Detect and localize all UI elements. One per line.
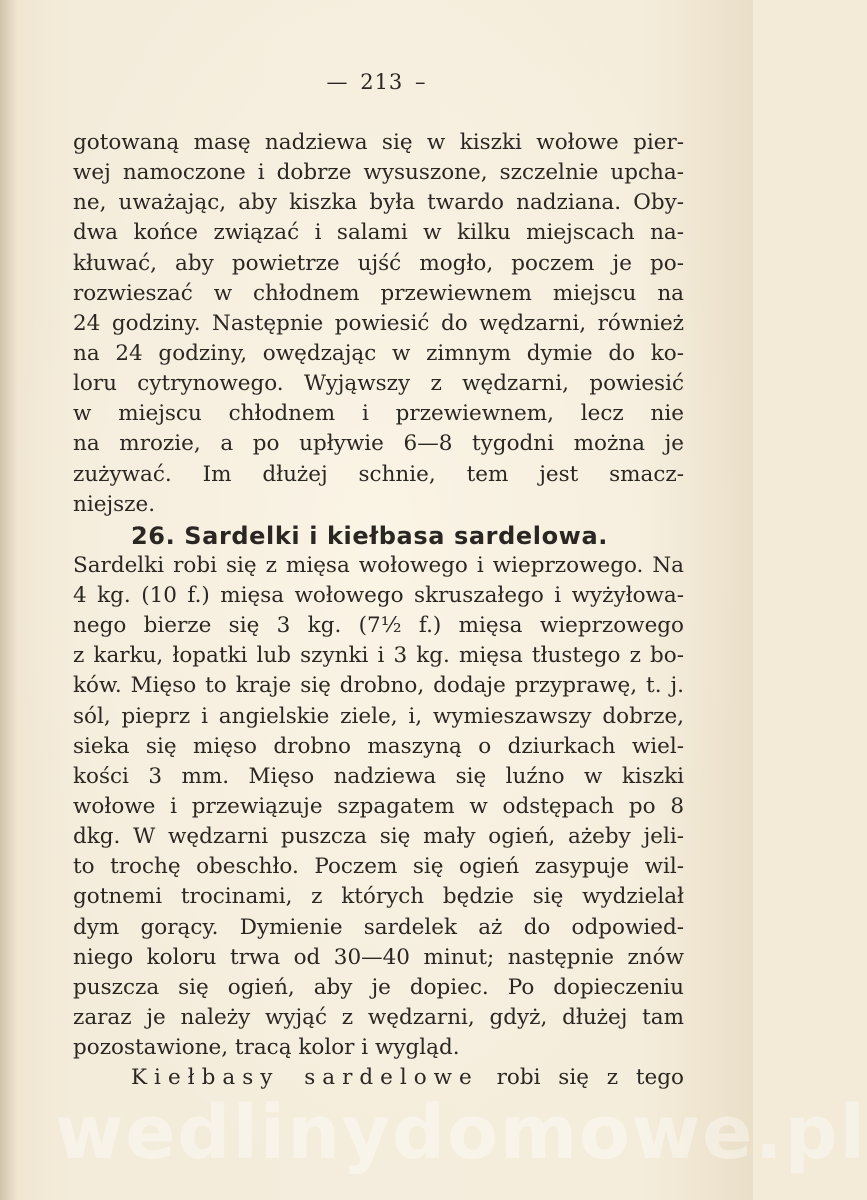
spine-shadow [0,0,18,1200]
text-line: kłuwać, aby powietrze ujść mogło, poczem je po- [73,250,684,276]
text-line: sól, pieprz i angielskie ziele, i, wymieszawszy dobrze, [73,703,684,729]
final-line-rest: robi się z tego [496,1065,684,1091]
text-line: Sardelki robi się z mięsa wołowego i wieprzowego. Na [73,552,684,578]
text-line: rozwieszać w chłodnem przewiewnem miejscu na [73,280,684,306]
text-line: nego bierze się 3 kg. (7½ f.) mięsa wieprzowego [73,613,684,639]
watermark: wedlinydomowe.pl [55,1090,867,1176]
text-line: 4 kg. (10 f.) mięsa wołowego skruszałego i wyżyłowa- [73,582,684,608]
text-line: kości 3 mm. Mięso nadziewa się luźno w kiszki [73,763,684,789]
text-line: dym gorący. Dymienie sardelek aż do odpowied- [73,914,684,940]
text-line: ne, uważając, aby kiszka była twardo nadziana. Oby- [73,190,684,216]
paragraph-1 [73,128,684,520]
page-header [0,70,753,94]
text-line: z karku, łopatki lub szynki i 3 kg. mięsa tłustego z bo- [73,643,684,669]
text-line: dkg. W wędzarni puszcza się mały ogień, ażeby jeli- [73,824,684,850]
text-line: 24 godziny. Następnie powiesić do wędzarni, również [73,310,684,336]
text-line: niejsze. [73,491,156,517]
text-line: gotowaną masę nadziewa się w kiszki wołowe pier- [73,130,684,155]
text-line: loru cytrynowego. Wyjąwszy z wędzarni, powiesić [73,371,684,397]
text-line: na 24 godziny, owędzając w zimnym dymie do ko- [73,340,684,366]
spaced-term: Kiełbasy sardelowe [131,1065,479,1091]
text-line: dwa końce związać i salami w kilku miejscach na- [73,220,684,246]
text-line: sieka się mięso drobno maszyną o dziurkach wiel- [73,733,684,759]
text-line: w miejscu chłodnem i przewiewnem, lecz nie [73,401,684,427]
section-heading: 26. Sardelki i kiełbasa sardelowa. [131,521,608,550]
text-line: wołowe i przewiązuje szpagatem w odstępach po 8 [73,793,684,819]
paragraph-2 [73,551,684,1063]
header-dash-left: — [326,70,349,94]
page-number: 213 [360,70,404,94]
text-line: pozostawione, tracą kolor i wygląd. [73,1035,460,1061]
text-line: na mrozie, a po upływie 6—8 tygodni można je [73,431,684,457]
text-line: zużywać. Im dłużej schnie, tem jest smacz- [73,461,684,487]
text-line: to trochę obeschło. Poczem się ogień zasypuje wil- [73,854,684,880]
text-line: gotnemi trocinami, z których będzie się wydzielał [73,884,684,910]
text-line: zaraz je należy wyjąć z wędzarni, gdyż, dłużej tam [73,1004,684,1030]
text-line: niego koloru trwa od 30—40 minut; następnie znów [73,944,684,970]
text-line: ków. Mięso to kraje się drobno, dodaje przyprawę, t. j. [73,673,684,699]
text-line: puszcza się ogień, aby je dopiec. Po dopieczeniu [73,974,684,1000]
text-line: wej namoczone i dobrze wysuszone, szczelnie upcha- [73,160,684,186]
body-text [73,128,684,1093]
header-dash-right: – [414,70,427,94]
final-line [73,1063,684,1093]
